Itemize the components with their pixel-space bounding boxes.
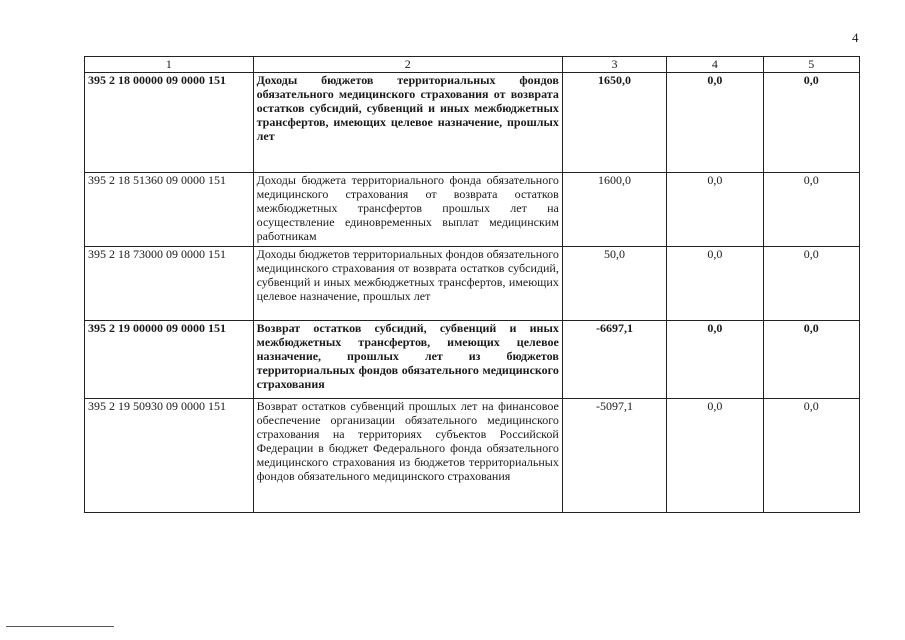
value-col-3: 1600,0	[562, 173, 666, 247]
income-name: Возврат остатков субвенций прошлых лет на финансовое обеспечение организации обязательного медицинского страхования на территориях субъектов Российской Федерации в бюджет Федерального фонда обязательного медицинского страхования из бюджетов территориальных фондов обязательного медицинского страхования	[253, 399, 562, 513]
budget-code: 395 2 19 00000 09 0000 151	[85, 321, 254, 399]
value-col-5: 0,0	[763, 321, 859, 399]
budget-table	[84, 56, 860, 513]
value-col-4: 0,0	[667, 399, 763, 513]
budget-code: 395 2 18 51360 09 0000 151	[85, 173, 254, 247]
table-row	[85, 73, 860, 173]
income-name: Доходы бюджетов территориальных фондов обязательного медицинского страхования от возврата остатков субсидий, субвенций и иных межбюджетных трансфертов, имеющих целевое назначение, прошлых лет	[253, 73, 562, 173]
footer-divider	[6, 626, 114, 627]
budget-code: 395 2 19 50930 09 0000 151	[85, 399, 254, 513]
value-col-3: 50,0	[562, 247, 666, 321]
header-col-2: 2	[253, 57, 562, 73]
income-name: Возврат остатков субсидий, субвенций и иных межбюджетных трансфертов, имеющих целевое назначение, прошлых лет из бюджетов территориальных фондов обязательного медицинского страхования	[253, 321, 562, 399]
value-col-4: 0,0	[667, 247, 763, 321]
budget-code: 395 2 18 73000 09 0000 151	[85, 247, 254, 321]
page-number: 4	[852, 30, 859, 45]
header-col-5: 5	[763, 57, 859, 73]
header-row	[85, 57, 860, 73]
header-col-4: 4	[667, 57, 763, 73]
table-row	[85, 399, 860, 513]
value-col-4: 0,0	[667, 73, 763, 173]
value-col-5: 0,0	[763, 247, 859, 321]
value-col-5: 0,0	[763, 399, 859, 513]
value-col-4: 0,0	[667, 173, 763, 247]
table-row	[85, 247, 860, 321]
table-row	[85, 173, 860, 247]
table-row	[85, 321, 860, 399]
value-col-3: 1650,0	[562, 73, 666, 173]
value-col-3: -6697,1	[562, 321, 666, 399]
budget-code: 395 2 18 00000 09 0000 151	[85, 73, 254, 173]
header-col-1: 1	[85, 57, 254, 73]
value-col-5: 0,0	[763, 173, 859, 247]
header-col-3: 3	[562, 57, 666, 73]
income-name: Доходы бюджетов территориальных фондов обязательного медицинского страхования от возврата остатков субсидий, субвенций и иных межбюджетных трансфертов, имеющих целевое назначение, прошлых лет	[253, 247, 562, 321]
value-col-3: -5097,1	[562, 399, 666, 513]
value-col-4: 0,0	[667, 321, 763, 399]
value-col-5: 0,0	[763, 73, 859, 173]
income-name: Доходы бюджета территориального фонда обязательного медицинского страхования от возврата остатков межбюджетных трансфертов прошлых лет на осуществление единовременных выплат медицинским работникам	[253, 173, 562, 247]
